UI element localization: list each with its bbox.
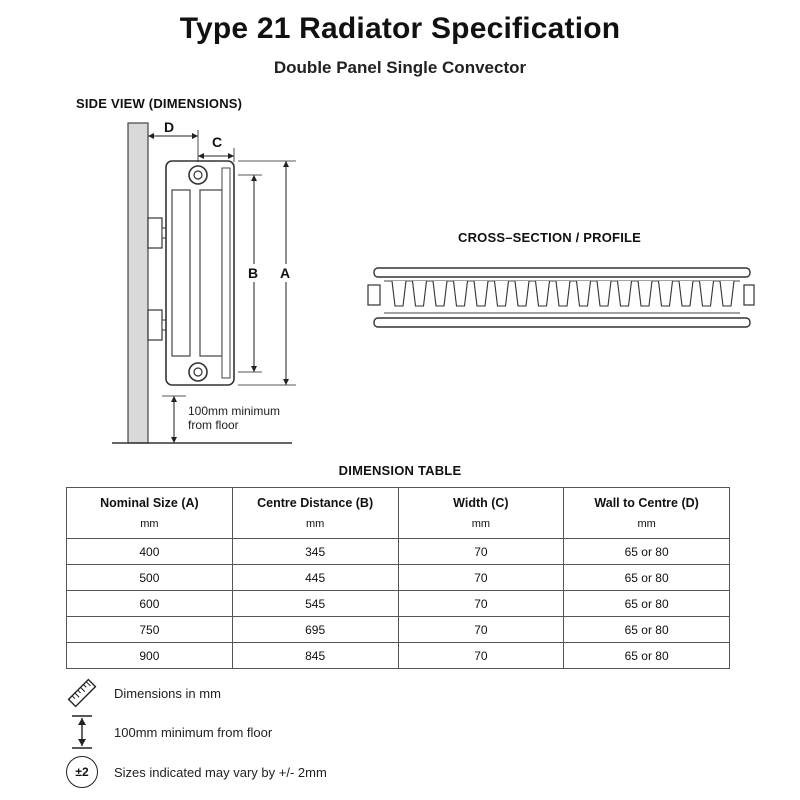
vertical-arrow-icon: [66, 714, 98, 750]
table-cell: 70: [398, 539, 564, 565]
table-row: [67, 643, 730, 669]
table-row: [67, 617, 730, 643]
column-header: Wall to Centre (D) mm: [564, 488, 730, 539]
convector-fin: [720, 281, 734, 306]
page-title: Type 21 Radiator Specification: [179, 12, 621, 45]
table-cell: 750: [67, 617, 233, 643]
dimension-label-a: A: [280, 265, 291, 281]
table-row: [67, 565, 730, 591]
side-view-heading: SIDE VIEW (DIMENSIONS): [76, 96, 243, 111]
table-cell: 70: [398, 617, 564, 643]
table-cell: 65 or 80: [564, 565, 730, 591]
column-header: Centre Distance (B) mm: [232, 488, 398, 539]
legend-item-tolerance: [66, 756, 327, 788]
table-cell: 545: [232, 591, 398, 617]
dimension-label-b: B: [248, 265, 259, 281]
dimension-table: [66, 487, 730, 669]
convector-fin: [679, 281, 693, 306]
legend-item-dimensions: [66, 677, 221, 709]
convector-fin: [577, 281, 591, 306]
legend-item-floor-clearance: [66, 714, 272, 750]
panel-top: [374, 268, 750, 277]
table-row: [67, 591, 730, 617]
legend-text: Sizes indicated may vary by +/- 2mm: [114, 764, 327, 780]
cross-section-heading: CROSS–SECTION / PROFILE: [458, 230, 642, 245]
convector-fin: [413, 281, 427, 306]
convector-fins: [392, 281, 734, 306]
table-header-row: [67, 488, 730, 539]
dimension-table-heading: DIMENSION TABLE: [338, 463, 462, 478]
end-cap-right: [744, 285, 754, 305]
table-cell: 70: [398, 591, 564, 617]
table-cell: 70: [398, 643, 564, 669]
dimension-label-d: D: [164, 119, 175, 135]
table-cell: 65 or 80: [564, 643, 730, 669]
table-cell: 70: [398, 565, 564, 591]
legend-text: Dimensions in mm: [114, 685, 221, 701]
table-cell: 695: [232, 617, 398, 643]
convector-fin: [474, 281, 488, 306]
table-cell: 65 or 80: [564, 617, 730, 643]
convector-fin: [495, 281, 509, 306]
table-cell: 900: [67, 643, 233, 669]
plus-minus-2-icon: ±2: [66, 756, 98, 788]
table-cell: 445: [232, 565, 398, 591]
convector-fin: [454, 281, 468, 306]
convector-fin: [618, 281, 632, 306]
table-cell: 65 or 80: [564, 539, 730, 565]
floor-clearance-note-line2: from floor: [188, 418, 239, 432]
column-header: Width (C) mm: [398, 488, 564, 539]
panel-bottom: [374, 318, 750, 327]
table-row: [67, 539, 730, 565]
convector-fin: [392, 281, 406, 306]
ruler-icon: [66, 677, 98, 709]
table-cell: 600: [67, 591, 233, 617]
convector-fin: [659, 281, 673, 306]
column-header: Nominal Size (A) mm: [67, 488, 233, 539]
convector-fin: [638, 281, 652, 306]
table-cell: 845: [232, 643, 398, 669]
legend-text: 100mm minimum from floor: [114, 724, 273, 740]
dimension-label-c: C: [212, 134, 223, 150]
table-cell: 345: [232, 539, 398, 565]
end-cap-left: [368, 285, 380, 305]
convector-fin: [433, 281, 447, 306]
table-cell: 400: [67, 539, 233, 565]
convector-fin: [597, 281, 611, 306]
convector-fin: [700, 281, 714, 306]
floor-clearance-note-line1: 100mm minimum: [188, 404, 281, 418]
convector-fin: [536, 281, 550, 306]
convector-fin: [515, 281, 529, 306]
convector-fin: [556, 281, 570, 306]
page-subtitle: Double Panel Single Convector: [273, 58, 527, 77]
table-cell: 500: [67, 565, 233, 591]
table-cell: 65 or 80: [564, 591, 730, 617]
